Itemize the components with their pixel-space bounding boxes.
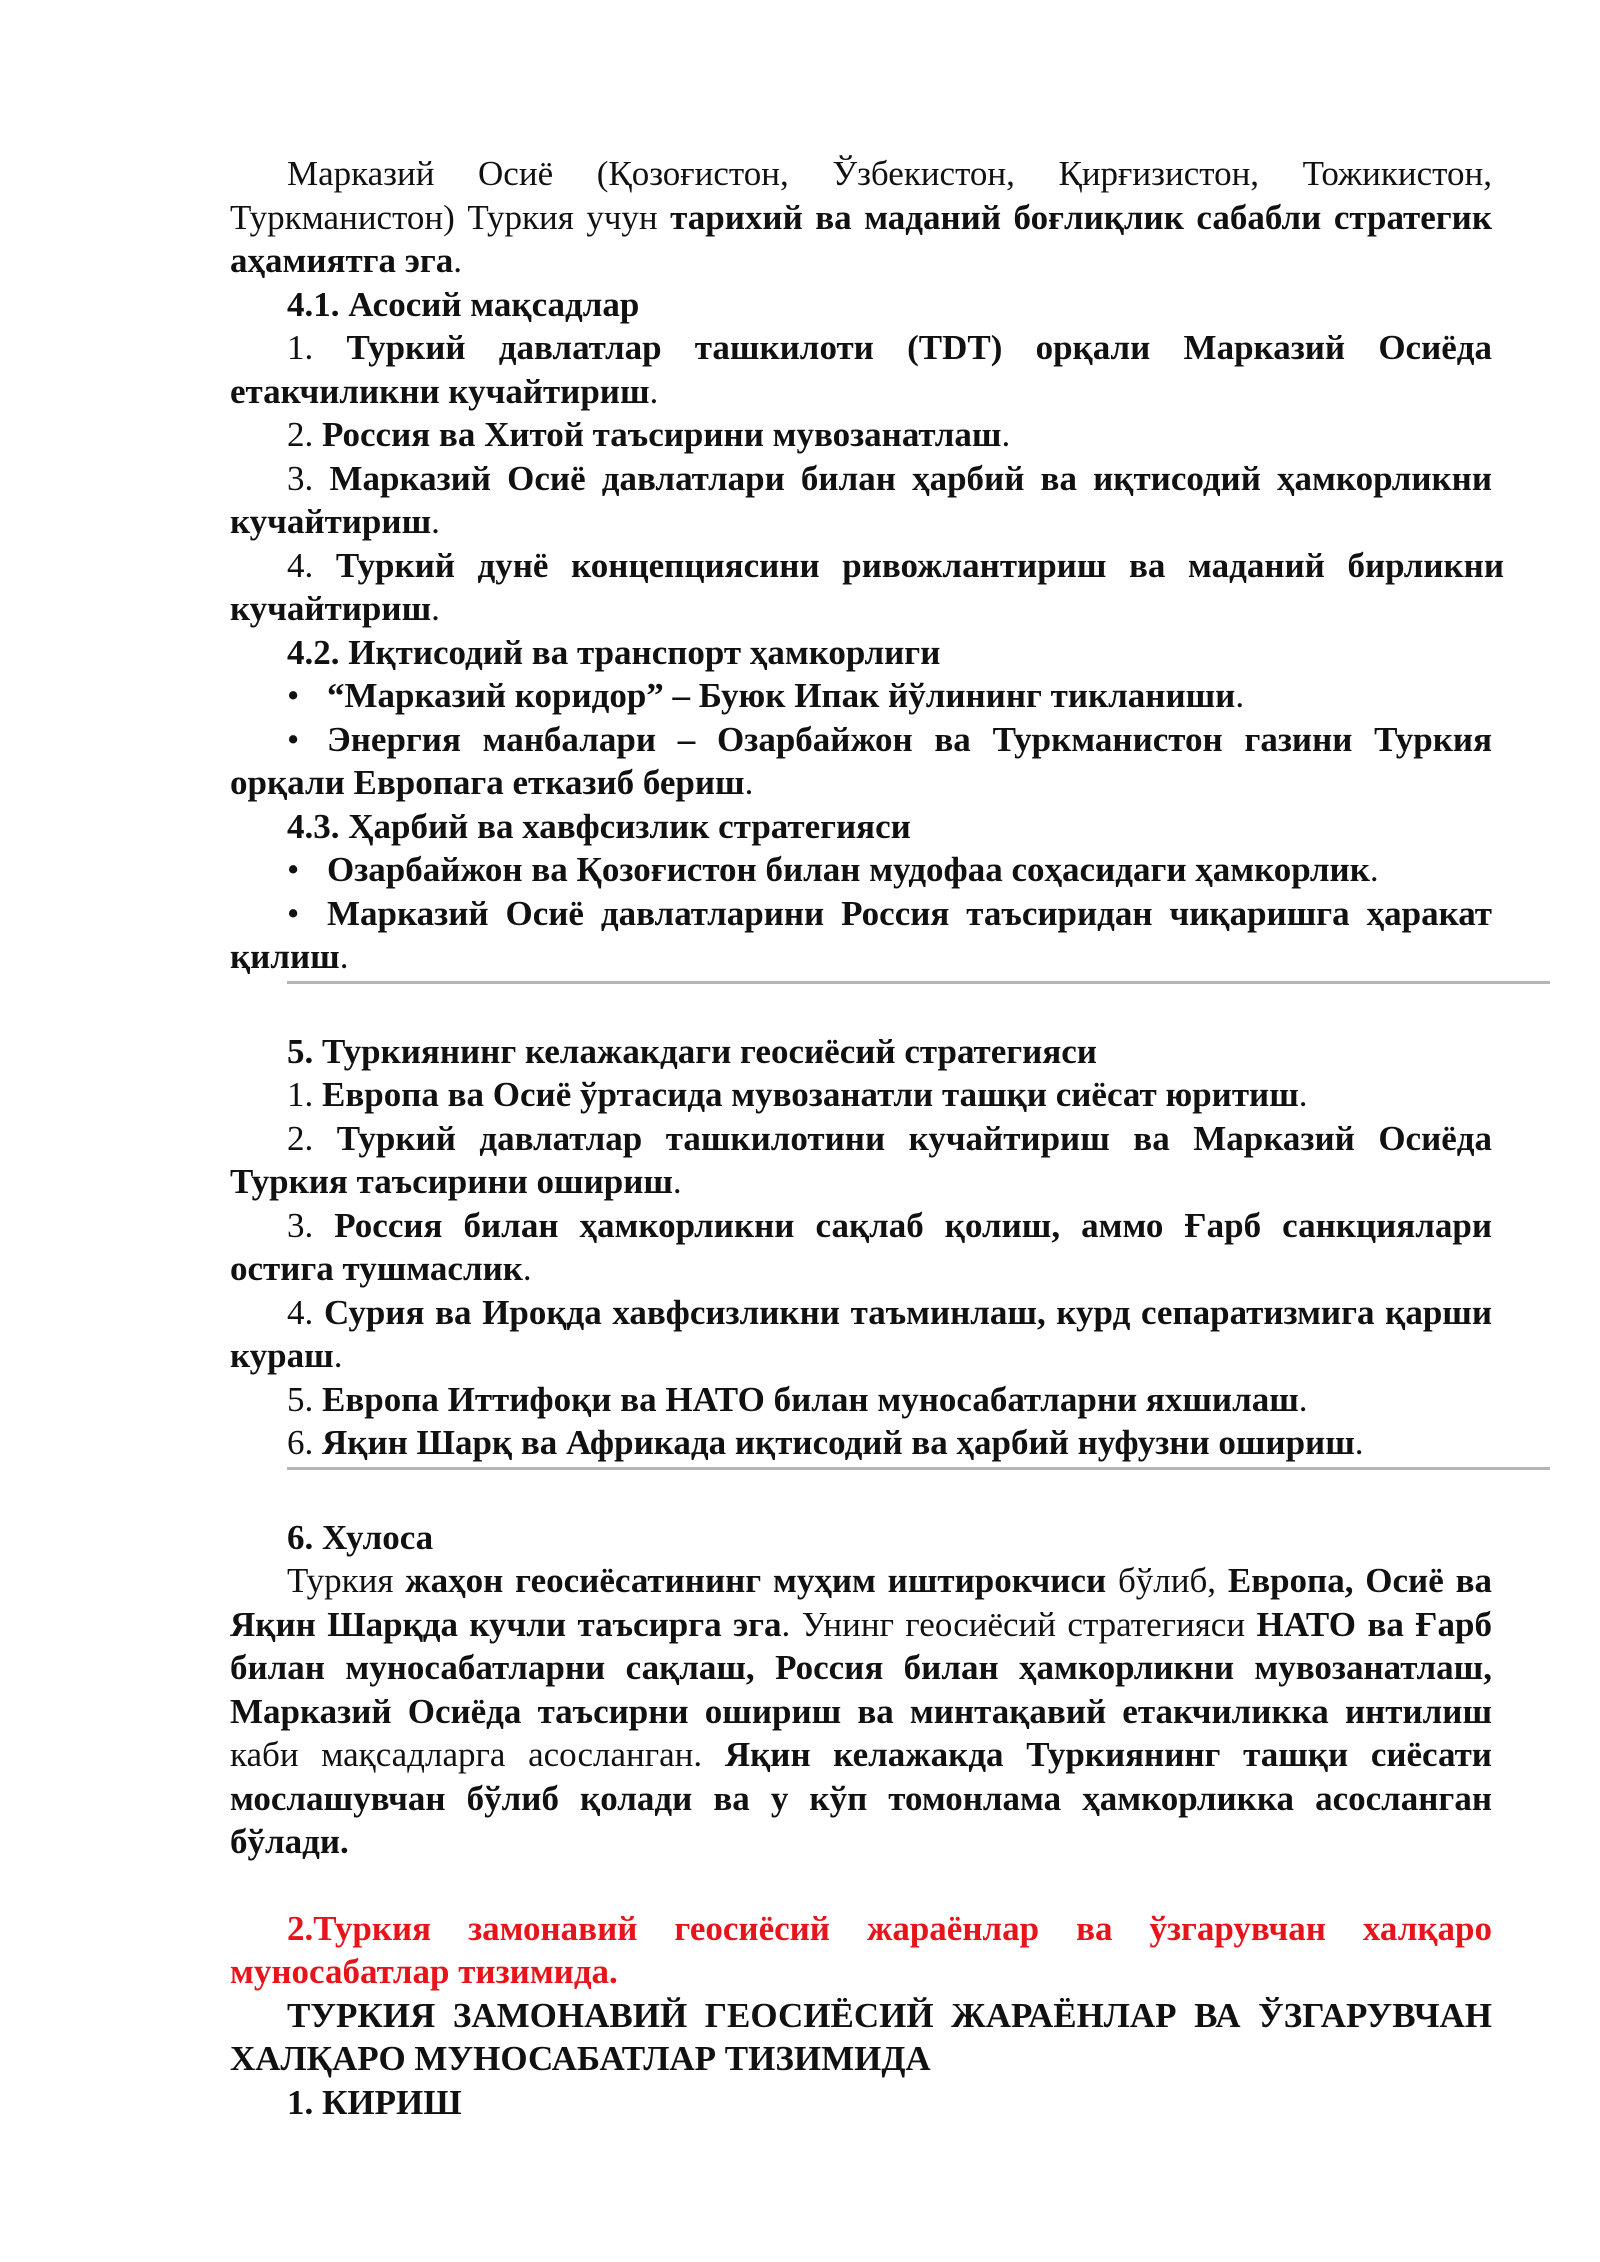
chapter-title-caps: ТУРКИЯ ЗАМОНАВИЙ ГЕОСИЁСИЙ ЖАРАЁНЛАР ВА ЎЗГАРУВЧАН ХАЛҚАРО МУНОСАБАТЛАР ТИЗИМИДА xyxy=(230,1995,1492,2078)
chapter-title-red: 2.Туркия замонавий геосиёсий жараёнлар ва ўзгарувчан халқаро муносабатлар тизимида. xyxy=(230,1908,1492,1991)
list-item: 3. Марказий Осиё давлатлари билан ҳарбий ва иқтисодий ҳамкорликни кучайтириш. xyxy=(230,458,1492,541)
bullet-item: • Энергия манбалари – Озарбайжон ва Туркманистон газини Туркия орқали Европага етказиб бериш. xyxy=(230,718,1492,805)
list-item: 5. Европа Иттифоқи ва НАТО билан муносабатларни яхшилаш. xyxy=(287,1379,1308,1419)
bullet-item: • “Марказий коридор” – Буюк Ипак йўлининг тикланиши. xyxy=(230,674,1492,718)
section-6-heading: 6. Хулоса xyxy=(287,1517,434,1557)
list-item: 4. Сурия ва Ироқда хавфсизликни таъминлаш, курд сепаратизмига қарши кураш. xyxy=(230,1292,1493,1375)
bullet-item: • Марказий Осиё давлатларини Россия таъсиридан чиқаришга ҳаракат қилиш. xyxy=(230,892,1492,979)
document-page xyxy=(230,152,1504,2124)
list-item: 1. Европа ва Осиё ўртасида мувозанатли ташқи сиёсат юритиш. xyxy=(287,1075,1308,1114)
section-5-heading: 5. Туркиянинг келажакдаги геосиёсий стратегияси xyxy=(287,1031,1097,1071)
introduction-heading: 1. КИРИШ xyxy=(287,2082,462,2122)
conclusion-paragraph: Туркия жаҳон геосиёсатининг муҳим иштирокчиси бўлиб, Европа, Осиё ва Яқин Шарқда кучли таъсирга эга. Унинг геосиёсий стратегияси НАТО ва Ғарб билан муносабатларни сақлаш, Россия билан ҳамкорликни мувозанатлаш, Марказий Осиёда таъсирни ошириш ва минтақавий етакчиликка интилиш каби мақсадларга асосланган. Яқин келажакда Туркиянинг ташқи сиёсати мослашувчан бўлиб қолади ва у кўп томонлама ҳамкорликка асосланган бўлади. xyxy=(230,1561,1493,1861)
list-item: 1. Туркий давлатлар ташкилоти (TDT) орқали Марказий Осиёда етакчиликни кучайтириш. xyxy=(230,328,1492,411)
list-item: 2. Туркий давлатлар ташкилотини кучайтириш ва Марказий Осиёда Туркия таъсирини ошириш. xyxy=(230,1118,1492,1201)
section-4-3-heading: 4.3. Ҳарбий ва хавфсизлик стратегияси xyxy=(287,806,911,846)
list-item: 6. Яқин Шарқ ва Африкада иқтисодий ва ҳарбий нуфузни ошириш. xyxy=(287,1423,1364,1462)
bullet-item: • Озарбайжон ва Қозоғистон билан мудофаа соҳасидаги ҳамкорлик. xyxy=(230,848,1492,892)
section-4-1-heading: 4.1. Асосий мақсадлар xyxy=(287,284,640,324)
list-item: 3. Россия билан ҳамкорликни сақлаб қолиш, аммо Ғарб санкциялари остига тушмаслик. xyxy=(230,1205,1493,1288)
intro-paragraph: Марказий Осиё (Қозоғистон, Ўзбекистон, Қирғизистон, Тожикистон, Туркманистон) Туркия учун тарихий ва маданий боғлиқлик сабабли стратегик аҳамиятга эга. xyxy=(230,154,1492,280)
list-item: 2. Россия ва Хитой таъсирини мувозанатлаш. xyxy=(287,415,1011,454)
section-4-2-heading: 4.2. Иқтисодий ва транспорт ҳамкорлиги xyxy=(287,632,941,672)
list-item: 4. Туркий дунё концепциясини ривожлантириш ва маданий бирликни кучайтириш. xyxy=(230,545,1504,628)
